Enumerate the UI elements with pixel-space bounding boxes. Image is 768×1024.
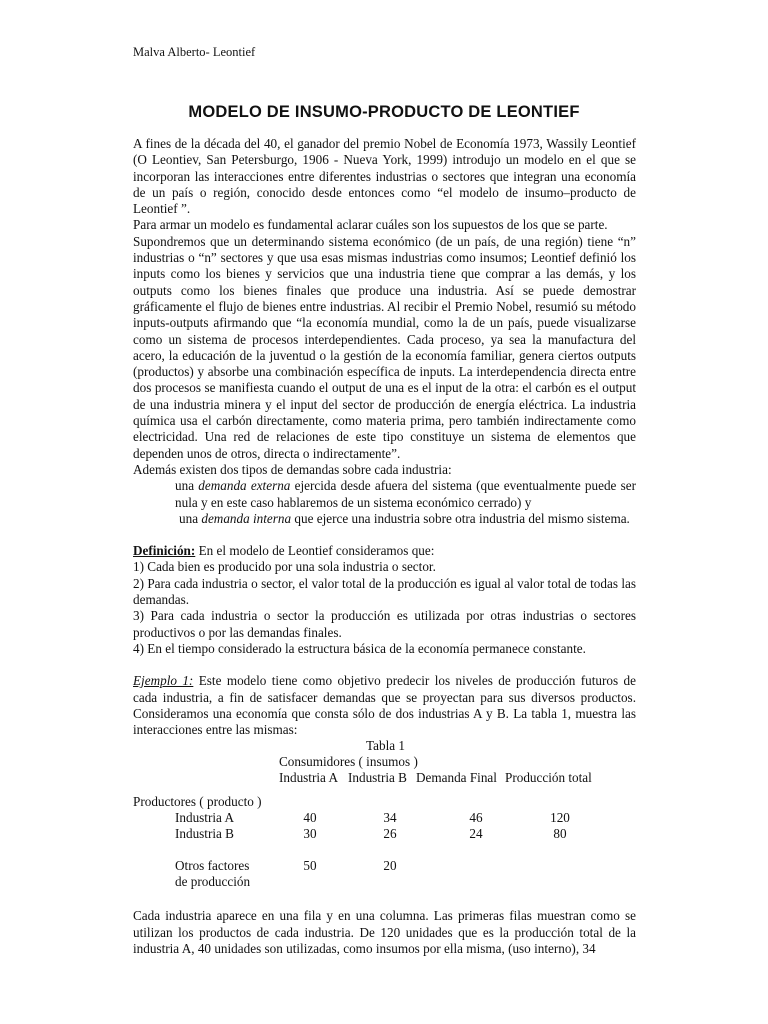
row-label: de producción [175,874,251,890]
external-demand-paragraph: una demanda externa ejercida desde afuera del sistema (que eventualmente puede ser nula y en este caso hablaremos de un sistema económico cerrado) y [175,478,637,510]
definition-lead: Definición: En el modelo de Leontief consideramos que: [133,543,435,559]
definition-item: 4) En el tiempo considerado la estructura básica de la economía permanece constante. [133,640,586,656]
definition-item: 2) Para cada industria o sector, el valor total de la producción es igual al valor total de todas las demandas. [133,575,636,608]
input-output-table [133,738,636,890]
definition-item: 3) Para cada industria o sector la producción es utilizada por otras industrias o sectores productivos o por las demandas finales. [133,608,636,640]
document-title: MODELO DE INSUMO-PRODUCTO DE LEONTIEF [188,103,580,121]
table-cell: 34 [383,810,397,826]
internal-demand-term: demanda interna [201,510,292,526]
table-cell: 20 [383,858,397,874]
example-paragraph: Ejemplo 1: Este modelo tiene como objetivo predecir los niveles de producción futuros de cada industria, a fin de satisfacer demandas que se proyectan para sus diversos productos. Consideramos una economía que consta sólo de dos industrias A y B. La tabla 1, muestra las interacciones entre las mismas: [133,673,636,738]
column-header: Industria A [279,770,338,786]
definition-label: Definición: [133,543,196,559]
document-body [133,136,636,957]
row-label: Industria A [175,810,234,826]
definition-item: 1) Cada bien es producido por una sola industria o sector. [133,559,436,575]
intro-paragraph-1: A fines de la década del 40, el ganador del premio Nobel de Economía 1973, Wassily Leontief (O Leontiev, San Petersburgo, 1906 - Nueva York, 1999) introdujo un modelo en el que se incorporan las interacciones entre diferentes industrias o sectores que integran una economía de un país o región, conocido desde entonces como “el modelo de insumo–producto de Leontief ”. [133,136,636,217]
table-caption: Tabla 1 [366,738,405,754]
column-header: Demanda Final [416,770,497,786]
row-label: Otros factores [175,858,250,874]
table-cell: 46 [469,810,483,826]
external-demand-term: demanda externa [198,478,291,494]
intro-paragraph-3: Supondremos que un determinando sistema económico (de un país, de una región) tiene “n” industrias o “n” sectores y que usa esas mismas industrias como insumos; Leontief definió los inputs como los bienes y servicios que una industria tiene que comprar a las demás, y los outputs como los bienes finales que produce una industria. Así se puede demostrar gráficamente el flujo de bienes entre industrias. Al recibir el Premio Nobel, resumió su método inputs-outputs afirmando que “la economía mundial, como la de un país, puede visualizarse como un sistema de procesos interdependientes. Cada proceso, ya sea la manufactura del acero, la educación de la juventud o la gestión de la economía familiar, genera ciertos outputs (productos) y absorbe una combinación específica de inputs. La interdependencia directa entre dos procesos se manifiesta cuando el output de una es el input de la otra: el carbón es el output de una industria minera y el input del sector de producción de energía eléctrica. La industria química usa el carbón directamente, como materia prima, pero también indirectamente como electricidad. Una red de relaciones de este tipo constituye un sistema de elementos que dependen unos de otros, directa o indirectamente”. [133,233,636,461]
consumers-label: Consumidores ( insumos ) [279,754,418,770]
page-header-author: Malva Alberto- Leontief [133,45,256,59]
example-label: Ejemplo 1: [133,673,194,689]
column-header: Industria B [348,770,407,786]
table-cell: 26 [383,826,397,842]
table-cell: 80 [553,826,567,842]
table-cell: 24 [469,826,483,842]
table-cell: 40 [303,810,317,826]
row-label: Industria B [175,826,234,842]
internal-demand-paragraph: una demanda interna que ejerce una industria sobre otra industria del mismo sistema. [179,510,630,526]
closing-paragraph: Cada industria aparece en una fila y en una columna. Las primeras filas muestran como se utilizan los productos de cada industria. De 120 unidades que es la producción total de la industria A, 40 unidades son utilizadas, como insumos por ella misma, (uso interno), 34 [133,908,636,956]
intro-paragraph-2: Para armar un modelo es fundamental aclarar cuáles son los supuestos de los que se parte. [133,217,608,233]
intro-paragraph-4: Además existen dos tipos de demandas sobre cada industria: [133,461,452,477]
table-cell: 50 [303,858,317,874]
table-cell: 120 [550,810,570,826]
producers-label: Productores ( producto ) [133,794,262,810]
column-header: Producción total [505,770,592,786]
table-cell: 30 [303,826,317,842]
